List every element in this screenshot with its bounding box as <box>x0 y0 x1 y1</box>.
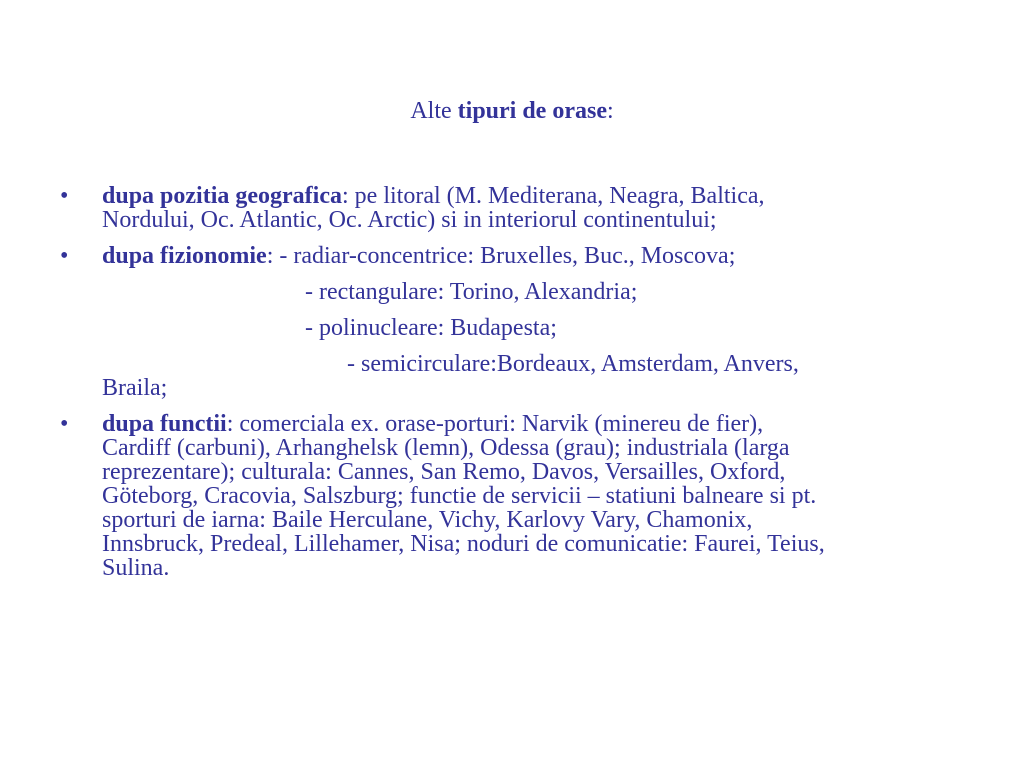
item-lead: dupa functii <box>102 411 227 437</box>
bullet-icon: • <box>60 411 69 437</box>
list-item-geografica <box>60 184 970 232</box>
item-text: : - radiar-concentrice: Bruxelles, Buc., Moscova; <box>266 243 736 269</box>
item-line: sporturi de iarna: Baile Herculane, Vichy, Karlovy Vary, Chamonix, <box>102 507 753 533</box>
bullet-icon: • <box>60 243 69 269</box>
list-item-fizionomie <box>60 244 970 400</box>
item-line: Innsbruck, Predeal, Lillehamer, Nisa; noduri de comunicatie: Faurei, Teius, <box>102 531 825 557</box>
bullet-icon: • <box>60 183 69 209</box>
item-line <box>102 184 970 208</box>
list-item-functii <box>60 412 970 580</box>
item-line: Sulina. <box>102 555 170 581</box>
bullet-list <box>60 184 970 592</box>
item-text: : pe litoral (M. Mediterana, Neagra, Baltica, <box>342 183 765 209</box>
title-suffix: : <box>606 98 614 124</box>
title-bold: tipuri de orase <box>457 98 607 124</box>
item-text: : comerciala ex. orase-porturi: Narvik (minereu de fier), <box>226 411 764 437</box>
item-line: Cardiff (carbuni), Arhanghelsk (lemn), Odessa (grau); industriala (larga <box>102 435 790 461</box>
item-line: Nordului, Oc. Atlantic, Oc. Arctic) si in interiorul continentului; <box>102 207 717 233</box>
item-line: reprezentare); culturala: Cannes, San Remo, Davos, Versailles, Oxford, <box>102 459 786 485</box>
item-lead: dupa fizionomie <box>102 243 267 269</box>
item-line: Göteborg, Cracovia, Salszburg; functie de servicii – statiuni balneare si pt. <box>102 483 817 509</box>
title-plain: Alte <box>410 98 458 124</box>
sub-line-wrap: Braila; <box>102 375 168 401</box>
item-line <box>102 412 970 436</box>
item-line <box>102 244 970 268</box>
sub-line-polinucleare: - polinucleare: Budapesta; <box>305 315 557 341</box>
item-lead: dupa pozitia geografica <box>102 183 342 209</box>
sub-line-rectangulare: - rectangulare: Torino, Alexandria; <box>305 279 638 305</box>
sub-line-semicirculare: - semicirculare:Bordeaux, Amsterdam, Anvers, <box>347 351 799 377</box>
slide-title <box>0 97 1024 125</box>
